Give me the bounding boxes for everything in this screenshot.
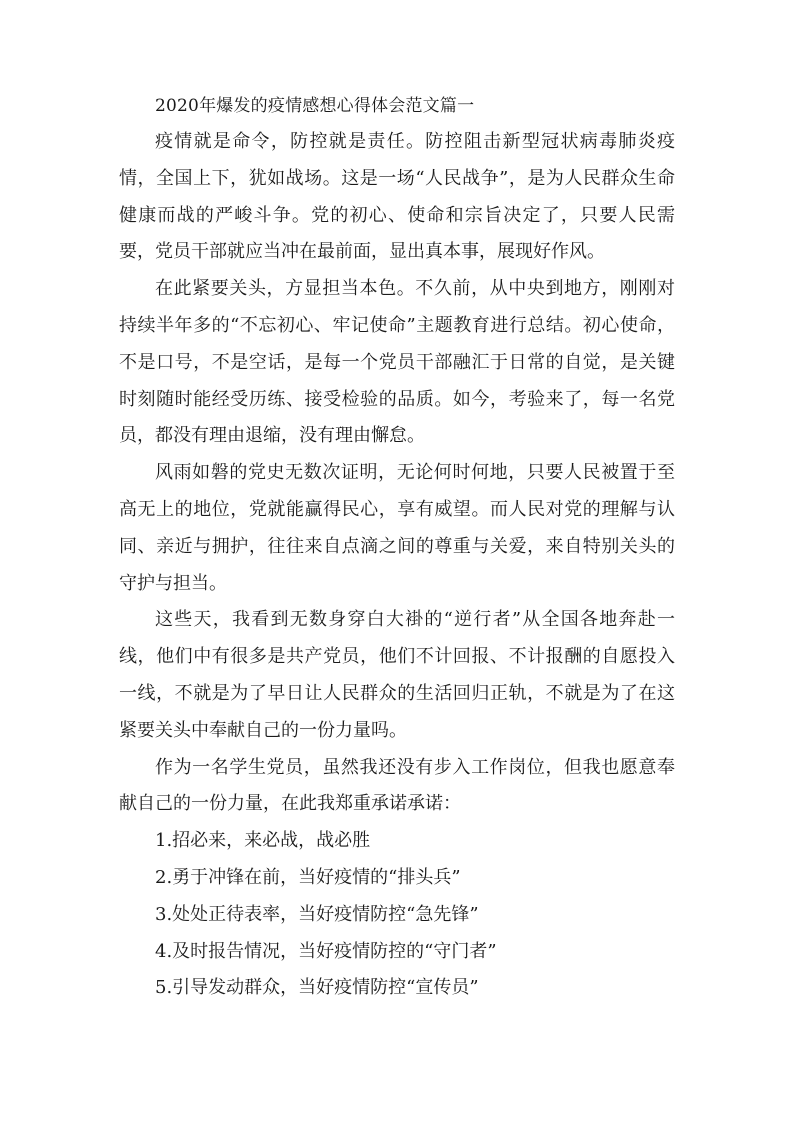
document-page bbox=[119, 88, 675, 1007]
list-item-1: 1.招必来，来必战，战必胜 bbox=[155, 830, 371, 852]
paragraph-2: 在此紧要关头，方显担当本色。不久前，从中央到地方，刚刚对持续半年多的“不忘初心、牢记使命”主题教育进行总结。初心使命，不是口号，不是空话，是每一个党员干部融汇于日常的自觉，是关键时刻随时能经受历练、接受检验的品质。如今，考验来了，每一名党员，都没有理由退缩，没有理由懈怠。 bbox=[119, 278, 675, 447]
list-item-4: 4.及时报告情况，当好疫情防控的“守门者” bbox=[155, 940, 497, 962]
paragraph-3: 风雨如磐的党史无数次证明，无论何时何地，只要人民被置于至高无上的地位，党就能赢得民心，享有威望。而人民对党的理解与认同、亲近与拥护，往往来自点滴之间的尊重与关爱，来自特别关头的守护与担当。 bbox=[119, 462, 675, 594]
paragraph-4: 这些天，我看到无数身穿白大褂的“逆行者”从全国各地奔赴一线，他们中有很多是共产党员，他们不计回报、不计报酬的自愿投入一线，不就是为了早日让人民群众的生活回归正轨，不就是为了在这紧要关头中奉献自己的一份力量吗。 bbox=[119, 609, 675, 741]
paragraph-1: 疫情就是命令，防控就是责任。防控阻击新型冠状病毒肺炎疫情，全国上下，犹如战场。这是一场“人民战争”，是为人民群众生命健康而战的严峻斗争。党的初心、使命和宗旨决定了，只要人民需要，党员干部就应当冲在最前面，显出真本事，展现好作风。 bbox=[119, 131, 675, 263]
list-item-2: 2.勇于冲锋在前，当好疫情的“排头兵” bbox=[155, 866, 461, 888]
paragraph-5: 作为一名学生党员，虽然我还没有步入工作岗位，但我也愿意奉献自己的一份力量，在此我郑重承诺承诺： bbox=[119, 756, 675, 815]
document-title: 2020年爆发的疫情感想心得体会范文篇一 bbox=[155, 96, 475, 116]
list-item-3: 3.处处正待表率，当好疫情防控“急先锋” bbox=[155, 903, 479, 925]
list-item-5: 5.引导发动群众，当好疫情防控“宣传员” bbox=[155, 977, 479, 999]
